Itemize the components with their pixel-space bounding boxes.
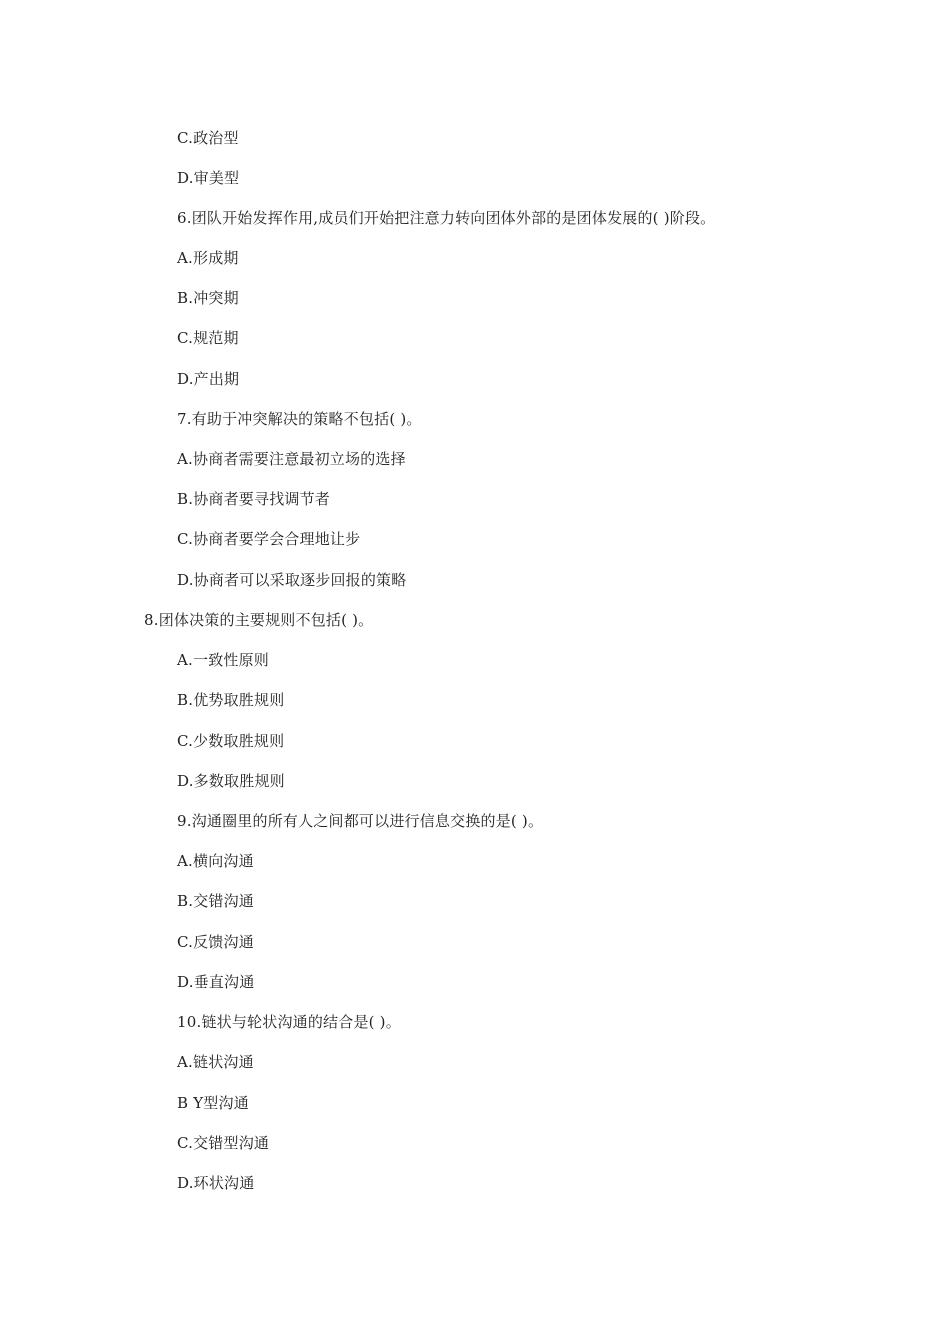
option-b-q8: B.优势取胜规则 [177,691,285,709]
option-d-q5: D.审美型 [177,169,240,187]
option-a-q8: A.一致性原则 [177,651,270,669]
question-6: 6.团队开始发挥作用,成员们开始把注意力转向团体外部的是团体发展的( )阶段。 [177,209,716,227]
option-a-q6: A.形成期 [177,249,239,267]
option-a-q9: A.横向沟通 [177,852,254,870]
option-b-q6: B.冲突期 [177,289,239,307]
option-c-q6: C.规范期 [177,329,239,347]
option-d-q8: D.多数取胜规则 [177,772,285,790]
option-c-q7: C.协商者要学会合理地让步 [177,530,361,548]
question-10: 10.链状与轮状沟通的结合是( )。 [177,1013,401,1031]
option-c-q5: C.政治型 [177,129,239,147]
option-b-q7: B.协商者要寻找调节者 [177,490,330,508]
option-c-q10: C.交错型沟通 [177,1134,270,1152]
question-7: 7.有助于冲突解决的策略不包括( )。 [177,410,422,428]
option-b-q10: B Y型沟通 [177,1094,249,1112]
option-c-q9: C.反馈沟通 [177,933,254,951]
question-9: 9.沟通圈里的所有人之间都可以进行信息交换的是( )。 [177,812,544,830]
option-a-q10: A.链状沟通 [177,1053,254,1071]
option-d-q9: D.垂直沟通 [177,973,255,991]
option-d-q10: D.环状沟通 [177,1174,255,1192]
option-b-q9: B.交错沟通 [177,892,254,910]
option-c-q8: C.少数取胜规则 [177,732,285,750]
option-a-q7: A.协商者需要注意最初立场的选择 [177,450,406,468]
question-8: 8.团体决策的主要规则不包括( )。 [144,611,374,629]
option-d-q7: D.协商者可以采取逐步回报的策略 [177,571,407,589]
option-d-q6: D.产出期 [177,370,240,388]
